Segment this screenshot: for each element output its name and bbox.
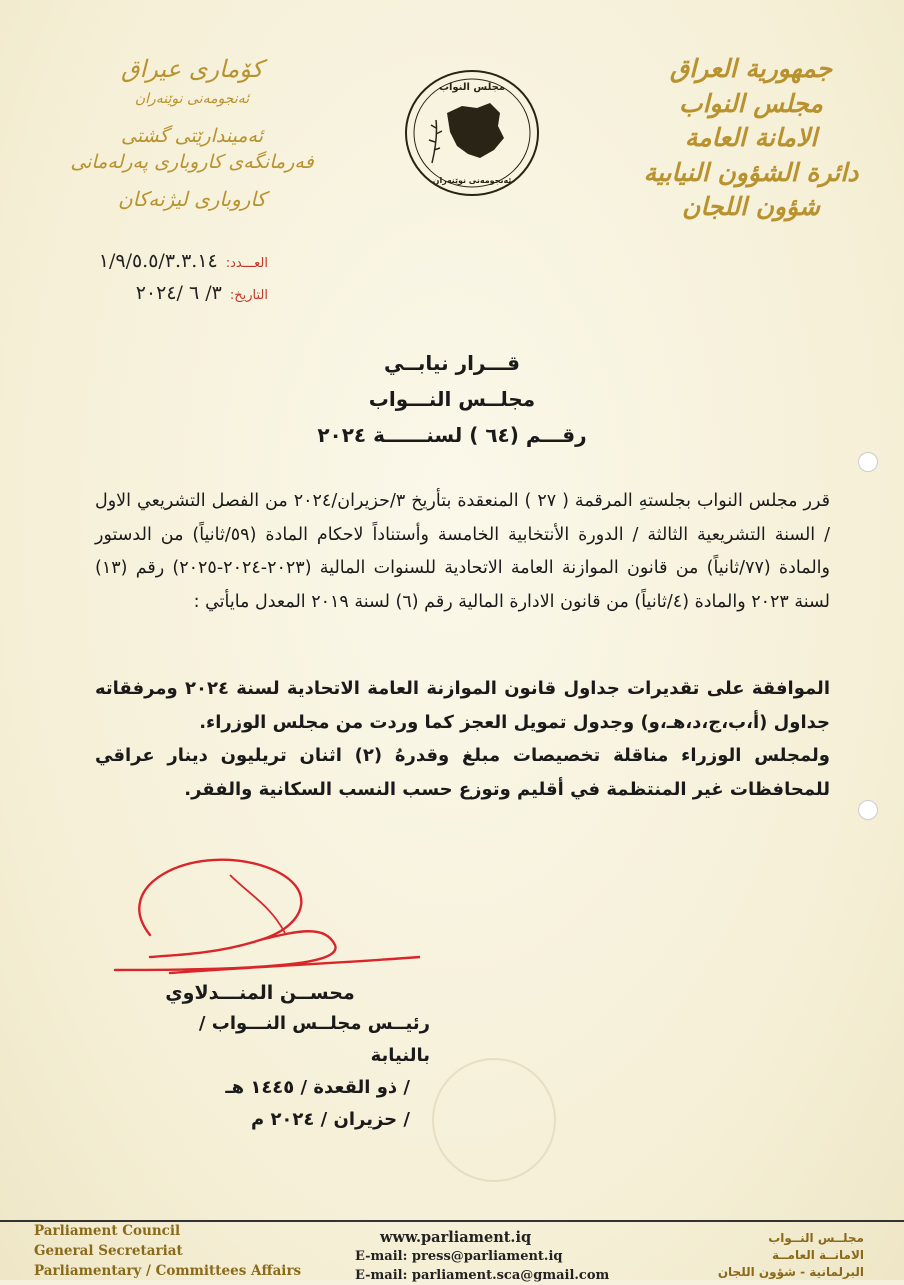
header-ku-line1: کۆماری عیراق [120, 55, 264, 83]
footer-email-committees[interactable]: E-mail: parliament.sca@gmail.com [355, 1268, 610, 1283]
footer-website-link[interactable]: www.parliament.iq [380, 1229, 532, 1246]
reference-date-label: التاريخ: [229, 288, 268, 303]
footer [0, 1220, 904, 1282]
punch-hole-icon [858, 800, 878, 820]
body-text: قرر مجلس النواب بجلستهِ المرقمة ( ٢٧ ) المنعقدة بتأريخ ٣/حزيران/٢٠٢٤ من الفصل التشريعي الاول / السنة التشريعية الثالثة / الدورة الأنتخابية الخامسة وأستناداً لاحكام المادة (٥٩/ثانياً) من الدستور والمادة (٧٧/ثانياً) من قانون الموازنة العامة الاتحادية للسنوات المالية (٢٠٢٣-٢٠٢٤-٢٠٢٥) رقم (١٣) لسنة ٢٠٢٣ والمادة (٤/ثانياً) من قانون الادارة المالية رقم (٦) لسنة ٢٠١٩ المعدل مايأتي : [95, 491, 831, 612]
footer-en-line2: General Secretariat [34, 1243, 183, 1259]
signatory-hijri-date: / ذو القعدة / ١٤٤٥ هـ [225, 1077, 410, 1098]
punch-hole-icon [858, 452, 878, 472]
title-number: رقـــم (٦٤ ) لسنــــــة ٢٠٢٤ [317, 423, 587, 447]
title-council: مجلــس النـــواب [368, 387, 536, 411]
decision-paragraph-2: ولمجلس الوزراء مناقلة تخصيصات مبلغ وقدرهُ (٢) اثنان تريليون دينار عراقي للمحافظات غير المنتظمة في أقليم وتوزع حسب النسب السكانية والفقر. [95, 745, 830, 800]
seal-bottom-text: ئەنجومەنی نوێنەران [432, 176, 512, 185]
reference-number-value: ١/٩/٥.٥/٣.٣.١٤ [98, 250, 218, 272]
footer-en-line1: Parliament Council [34, 1223, 181, 1239]
embossed-stamp [432, 1058, 556, 1182]
footer-ar-line2: الامانــة العامــة [772, 1248, 864, 1262]
decision-paragraph-1: الموافقة على تقديرات جداول قانون الموازنة العامة الاتحادية لسنة ٢٠٢٤ ومرفقاته جداول (أ،ب،ج،د،هـ،و) وجدول تمويل العجز كما وردت من مجلس الوزراء. [95, 678, 830, 733]
footer-arabic-block [718, 1230, 864, 1281]
handwritten-signature [110, 845, 420, 995]
reference-number-label: العـــدد: [225, 256, 268, 271]
body-paragraph [95, 485, 830, 619]
signatory-gregorian-date: / حزيران / ٢٠٢٤ م [250, 1109, 410, 1130]
reference-block [38, 250, 268, 314]
footer-email-press[interactable]: E-mail: press@parliament.iq [355, 1249, 563, 1264]
signatory-block [150, 978, 430, 1136]
reference-number-row [38, 250, 268, 282]
document-title-block [0, 345, 904, 453]
header-ku-line5: کاروباری لیژنەکان [117, 187, 267, 211]
header-arabic [626, 52, 876, 225]
header-ku-line4: فەرمانگەی کاروباری پەرلەمانی [70, 151, 314, 173]
signatory-name: محســن المنـــدلاوي [165, 982, 355, 1004]
title-decision: قـــرار نيابــي [384, 351, 520, 375]
reference-date-value: ٣/ ٦ /٢٠٢٤ [135, 282, 222, 304]
header-ku-line3: ئەمیندارێتی گشتی [120, 125, 263, 147]
seal-top-text: مجلس النواب [438, 82, 506, 93]
reference-date-row [38, 282, 268, 314]
header-ku-line2: ئەنجومەنی نوێنەران [134, 91, 250, 107]
footer-contact-block [355, 1228, 609, 1285]
header-ar-line2: مجلس النواب [679, 88, 823, 118]
header-ar-line1: جمهورية العراق [669, 54, 833, 83]
header-ar-line3: الامانة العامة [684, 123, 818, 152]
footer-ar-line3: البرلمانية - شؤون اللجان [717, 1265, 864, 1279]
footer-en-line3: Parliamentary / Committees Affairs [34, 1263, 302, 1279]
parliament-seal-icon [402, 68, 542, 198]
signatory-title: رئيــس مجلــس النـــواب / بالنيابة [198, 1013, 430, 1066]
header-ar-line5: شؤون اللجان [682, 192, 820, 221]
header-ar-line4: دائرة الشؤون النيابية [643, 157, 859, 187]
decision-block [95, 672, 830, 806]
footer-english-block [34, 1221, 301, 1281]
header-kurdish [52, 55, 332, 211]
footer-ar-line1: مجلــس النــواب [768, 1231, 864, 1245]
